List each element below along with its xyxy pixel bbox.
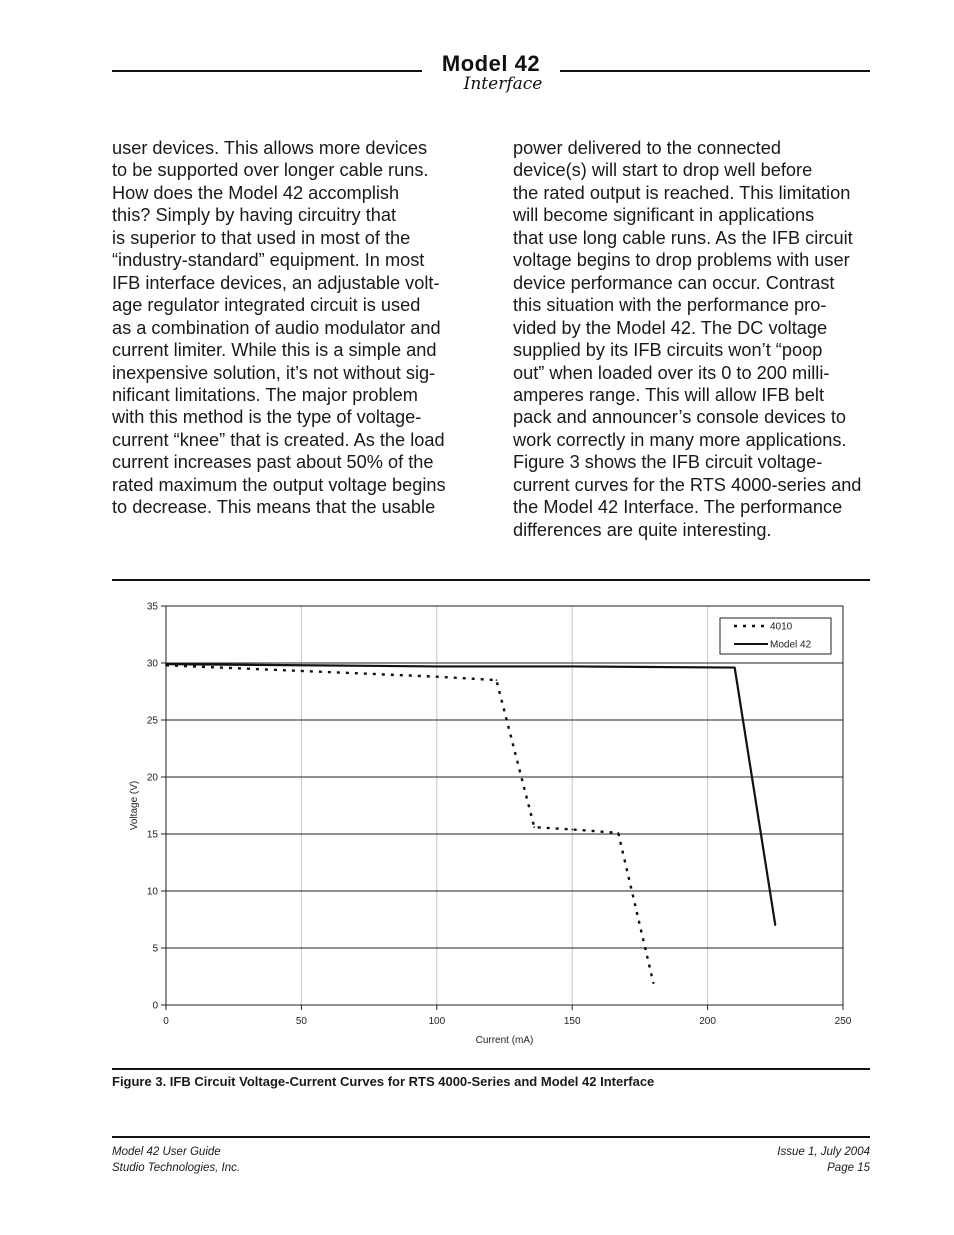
body-text-line: current increases past about 50% of the	[112, 452, 434, 473]
body-text-line: Figure 3 shows the IFB circuit voltage-	[513, 452, 823, 473]
body-text-line: out” when loaded over its 0 to 200 milli-	[513, 362, 830, 383]
data-point-model-42	[165, 663, 167, 665]
logo-sub-text: Interface	[463, 74, 543, 94]
figure-rule-top	[112, 579, 870, 581]
body-text-line: work correctly in many more applications.	[513, 429, 847, 450]
voltage-current-chart	[112, 592, 870, 1062]
data-point-model-42	[571, 666, 573, 668]
y-tick-label: 0	[152, 1000, 158, 1012]
data-point-4010	[436, 676, 438, 678]
footer-page-number: Page 15	[827, 1161, 870, 1174]
x-tick-label: 0	[163, 1016, 169, 1027]
logo-main-text: Model 42	[441, 51, 541, 76]
figure-rule-bottom	[112, 1068, 870, 1070]
body-text-line: IFB interface devices, an adjustable volt-	[112, 272, 440, 293]
y-tick-label: 5	[152, 943, 158, 955]
data-point-4010	[571, 829, 573, 831]
body-column-left	[112, 137, 472, 519]
body-text-line: user devices. This allows more devices	[112, 138, 428, 158]
body-text-line: current limiter. While this is a simple and	[112, 340, 437, 361]
x-tick-label: 200	[699, 1016, 716, 1027]
body-text-line: the Model 42 Interface. The performance	[513, 497, 843, 518]
figure-caption: Figure 3. IFB Circuit Voltage-Current Curves for RTS 4000-Series and Model 42 Interface	[112, 1074, 655, 1089]
y-tick-label: 30	[146, 658, 158, 670]
x-tick-label: 150	[563, 1016, 581, 1027]
body-text-line: as a combination of audio modulator and	[112, 317, 441, 338]
body-text-line: pack and announcer’s console devices to	[513, 407, 846, 428]
body-text-line: differences are quite interesting.	[513, 519, 772, 540]
data-point-4010	[496, 679, 498, 681]
data-point-4010	[533, 826, 535, 828]
y-tick-label: 20	[146, 772, 158, 784]
body-text-line: age regulator integrated circuit is used	[112, 295, 421, 316]
body-text-line: vided by the Model 42. The DC voltage	[513, 317, 828, 338]
model-42-logo	[422, 52, 560, 92]
body-text-line: to be supported over longer cable runs.	[112, 160, 429, 181]
footer-company: Studio Technologies, Inc.	[112, 1161, 241, 1174]
body-text-line: that use long cable runs. As the IFB circuit	[513, 227, 853, 248]
y-tick-label: 25	[146, 715, 158, 727]
header-rule-left	[112, 70, 422, 72]
body-text-line: nificant limitations. The major problem	[112, 384, 418, 405]
data-point-model-42	[301, 664, 303, 666]
body-text-line: device performance can occur. Contrast	[513, 272, 835, 293]
footer-guide-title: Model 42 User Guide	[112, 1146, 221, 1158]
x-tick-label: 50	[295, 1016, 307, 1027]
body-text-line: device(s) will start to drop well before	[513, 160, 813, 181]
data-point-4010	[653, 983, 655, 985]
body-text-line: supplied by its IFB circuits won’t “poop	[513, 340, 823, 361]
body-text-line: current curves for the RTS 4000-series and	[513, 474, 862, 495]
footer-rule	[112, 1136, 870, 1138]
body-text-line: is superior to that used in most of the	[112, 227, 411, 248]
header-rule-right	[560, 70, 870, 72]
data-point-model-42	[734, 667, 736, 669]
footer-issue: Issue 1, July 2004	[777, 1146, 870, 1158]
x-tick-label: 250	[834, 1016, 852, 1027]
y-tick-label: 10	[146, 886, 158, 898]
x-axis-title: Current (mA)	[475, 1035, 534, 1046]
body-text-line: How does the Model 42 accomplish	[112, 182, 400, 203]
y-axis-title: Voltage (V)	[129, 780, 140, 831]
data-point-model-42	[436, 666, 438, 668]
y-tick-label: 15	[146, 829, 158, 841]
data-point-4010	[301, 670, 303, 672]
x-tick-label: 100	[428, 1016, 446, 1027]
body-text-line: inexpensive solution, it’s not without sig-	[112, 362, 436, 383]
body-text-line: the rated output is reached. This limitation	[513, 182, 851, 203]
data-point-model-42	[775, 924, 777, 926]
y-tick-label: 35	[146, 601, 158, 613]
body-text-line: to decrease. This means that the usable	[112, 497, 436, 518]
body-text-line: amperes range. This will allow IFB belt	[513, 384, 824, 405]
footer-left	[112, 1145, 240, 1176]
series-line-model-42	[166, 664, 775, 925]
legend-label: 4010	[770, 621, 793, 633]
body-column-right	[513, 137, 873, 541]
legend-label: Model 42	[770, 639, 812, 651]
body-text-line: with this method is the type of voltage-	[112, 407, 422, 428]
body-text-line: this situation with the performance pro-	[513, 295, 827, 316]
body-text-line: current “knee” that is created. As the load	[112, 429, 445, 450]
body-text-line: voltage begins to drop problems with user	[513, 250, 850, 271]
body-text-line: power delivered to the connected	[513, 138, 781, 158]
series-line-4010	[166, 665, 653, 983]
body-text-line: will become significant in applications	[513, 205, 815, 226]
body-text-line: this? Simply by having circuitry that	[112, 205, 397, 226]
body-text-line: rated maximum the output voltage begins	[112, 474, 446, 495]
body-text-line: “industry-standard” equipment. In most	[112, 250, 425, 271]
footer-right	[777, 1145, 870, 1176]
data-point-4010	[617, 832, 619, 834]
